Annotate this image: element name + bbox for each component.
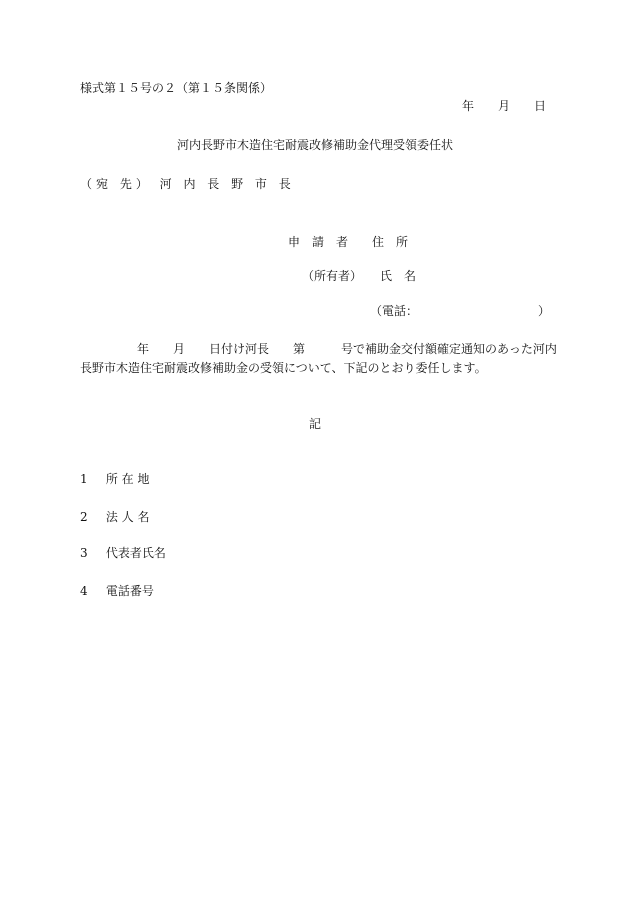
body-text-line-2: 長野市木造住宅耐震改修補助金の受領について、下記のとおり委任します。 [80, 361, 487, 375]
list-item [80, 545, 166, 561]
item-number: 1 [80, 472, 88, 486]
body-text-line-1: 年 月 日付け河長 第 号で補助金交付額確定通知のあった河内 [137, 342, 557, 356]
date-placeholder: 年 月 日 [461, 99, 546, 113]
document-title: 河内長野市木造住宅耐震改修補助金代理受領委任状 [176, 138, 453, 152]
applicant-name-label: （所有者） 氏 名 [302, 269, 417, 283]
item-label: 代表者氏名 [105, 546, 166, 560]
applicant-phone-close: ） [538, 304, 551, 318]
note-heading: 記 [308, 417, 321, 431]
item-number: 3 [80, 546, 88, 560]
item-label: 所 在 地 [105, 472, 150, 486]
item-label: 法 人 名 [105, 510, 150, 524]
list-item [80, 583, 154, 599]
form-number: 様式第１５号の２（第１５条関係） [80, 81, 273, 95]
list-item [80, 471, 149, 487]
item-number: 4 [80, 584, 88, 598]
list-item [80, 509, 149, 525]
item-label: 電話番号 [105, 584, 154, 598]
item-number: 2 [80, 510, 88, 524]
applicant-phone-label: （電話： [370, 304, 419, 318]
addressee: （宛 先） 河 内 長 野 市 長 [80, 177, 295, 191]
applicant-address-label: 申 請 者 住 所 [288, 235, 409, 249]
